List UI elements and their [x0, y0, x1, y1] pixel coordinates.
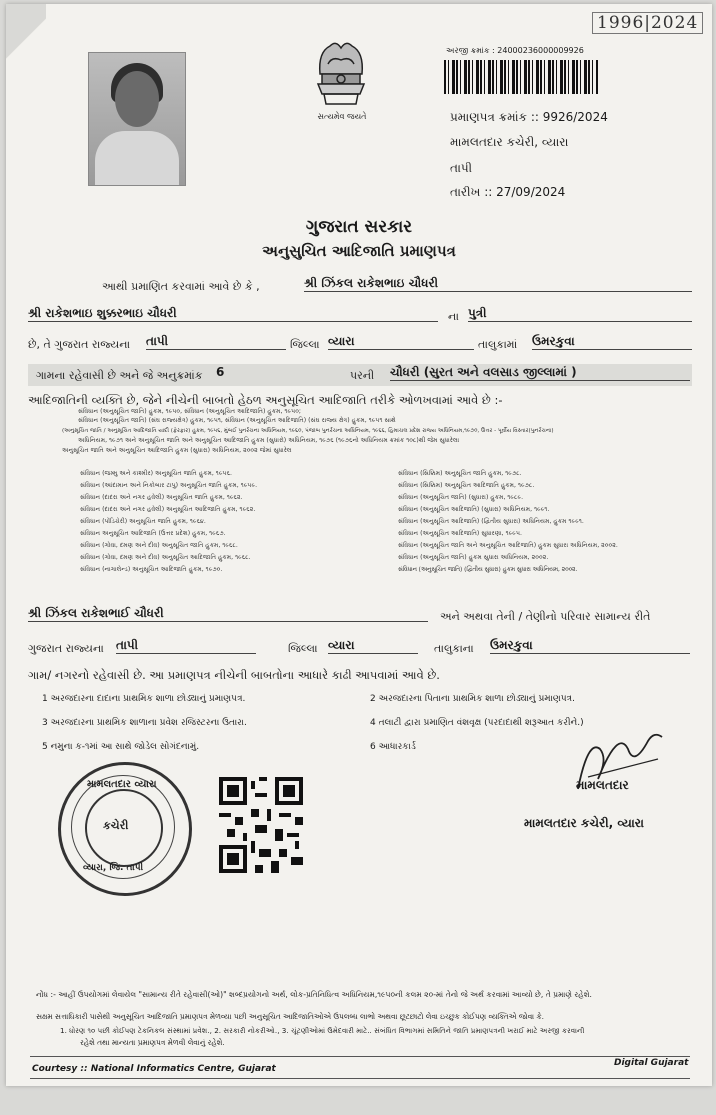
fine-right-6: સંવિધાન (અનુસૂચિત આદિજાતિ) સુધારણા, ૧૯૯૫. [398, 530, 522, 537]
taluka-value: ઉમરકુવા [532, 334, 692, 350]
digital-gujarat-footer: Digital Gujarat [614, 1058, 689, 1068]
seal-top-text: મામલતદાર વ્યારા [87, 779, 157, 790]
seal-bottom-text: વ્યારા, જિ. તાપી [83, 863, 144, 873]
fine-right-1: સંવિધાન (સિક્કિમ) અનુસૂચિત જાતિ હુકમ, ૧૯૭૮. [398, 470, 522, 477]
district-label-2: જિલ્લા [288, 642, 318, 655]
fine-left-9: સંવિધાન (નાગાલેન્ડ) અનુસૂચિત આદિજાતિ હુકમ, ૧૯૭૦. [80, 566, 223, 573]
fine-line-3: (અનુસૂચિત જાતિ / અનુસૂચિત આદિજાતિ યાદી (ફેરફાર) હુકમ, ૧૯૫૬, મુંબઈ પુનર્રચના અધિનિયમ, ૧૯૬૦, પંજાબ પુનર્રચના અધિનિયમ, ૧૯૬૬, હિમાચલ પ્રદેશ રાજ્ય અધિનિયમ,૧૯૭૦, ઉત્તર - પૂર્વીય વિસ્તાર(પુનર્રચના) [62, 428, 554, 434]
page-subtitle: અનુસુચિત આદિજાતિ પ્રમાણપત્ર [262, 242, 456, 260]
emblem-caption: સત્યમેવ જયતે [317, 112, 367, 121]
note-uses: 1. ધોરણ ૧૦ પછી કોઈપણ ટેકનિકલ સંસ્થામાં પ્રવેશ., 2. સરકારી નોકરીઓ., 3. ચૂંટણીઓમાં ઉમેદવારી માટે.. સંબંધિત વિભાગમાં સમિતિને જાતિ પ્રમાણપત્રની ખરાઈ માટે અરજી કરવાની [60, 1026, 585, 1035]
applicant-name: શ્રી ઝિંકલ રાકેશભાઇ ચૌધરી [304, 276, 692, 292]
official-signature [558, 719, 668, 809]
fine-left-1: સંવિધાન (જમ્મુ અને કાશ્મીર) અનુસૂચિત જાતિ હુકમ, ૧૯૫૬. [80, 470, 232, 477]
corner-number: 1996|2024 [592, 12, 703, 34]
doc-item-5: 5 નમુના ક-૧માં આ સાથે જોડેલ સોગંદનામું. [42, 742, 200, 752]
serial-number: 6 [216, 365, 225, 379]
fine-right-5: સંવિધાન (અનુસૂચિત આદિજાતિ) (દ્વિતીય સુધારા) અધિનિયમ, હુકમ ૧૯૯૧. [398, 518, 584, 525]
fine-line-2: સંવિધાન (અનુસૂચિત જાતિ) (સંઘ રાજ્યક્ષેત્ર) હુકમ, ૧૯૫૧, સંવિધાન (અનુસૂચિત આદિજાતિ) (સંઘ રાજ્ય ક્ષેત્ર) હુકમ, ૧૯૫૧ સાથે [78, 417, 396, 424]
applicant-name-repeat: શ્રી ઝિંકલ રાકેશભાઈ ચૌધરી [28, 606, 428, 622]
signatory-title: મામલતદાર [576, 778, 629, 792]
fine-right-2: સંવિધાન (સિક્કિમ) અનુસૂચિત આદિજાતિ હુકમ, ૧૯૭૮. [398, 482, 535, 489]
fine-left-3: સંવિધાન (દાદરા અને નગર હવેલી) અનુસૂચિત જાતિ હુકમ, ૧૯૬૨. [80, 494, 243, 501]
barcode [444, 60, 598, 94]
national-emblem [310, 34, 372, 124]
family-label: અને અથવા તેની / તેણીનો પરિવાર સામાન્ય રીતે [440, 610, 651, 623]
footer-divider-bottom [30, 1078, 690, 1079]
fine-left-5: સંવિધાન (પોંડિચેરી) અનુસૂચિત જાતિ હુકમ, ૧૯૬૪. [80, 518, 206, 525]
fine-left-2: સંવિધાન (આંદામાન અને નિકોબાર ટાપુ) અનુસૂચિત જાતિ હુકમ, ૧૯૫૯. [80, 482, 258, 489]
state-district: તાપી [146, 334, 286, 350]
taluka-value-2: ઉમરકુવા [490, 638, 690, 654]
office-seal [58, 762, 192, 896]
certificate-number: પ્રમાણપત્ર ક્રમાંક :: 9926/2024 [450, 110, 608, 124]
fine-right-3: સંવિધાન (અનુસૂચિત જાતિ) (સુધારા) હુકમ, ૧૯૮૯. [398, 494, 524, 501]
fine-left-8: સંવિધાન (ગોવા, દમણ અને દીવ) અનુસૂચિત આદિજાતિ હુકમ, ૧૯૬૮. [80, 554, 251, 561]
fine-left-6: સંવિધાન અનુસૂચિત આદિજાતિ (ઉત્તર પ્રદેશ) હુકમ, ૧૯૬૭. [80, 530, 226, 537]
fine-left-4: સંવિધાન (દાદરા અને નગર હવેલી) અનુસૂચિત આદિજાતિ હુકમ, ૧૯૬૨. [80, 506, 256, 513]
note-usual-resident: નોંધ :- આહીં ઉપયોગમાં લેવાયેલ "સામાન્ય રીતે રહેવાસી(ઓ)" શબ્દપ્રયોગનો અર્થ, લોક-પ્રતિનિધિત્વ અધિનિયમ,૧૯૫૦ની કલમ ૨૦-માં તેનો જે અર્થ કરવામાં આવ્યો છે, તે પ્રમાણે રહેશે. [36, 990, 592, 999]
fine-line-5: અનુસૂચિત જાતિ અને અનુસૂચિત આદિજાતિ હુકમ (સુધારા) અધિનિયમ, ૨૦૦૨ જેમાં સુધારેલ [62, 447, 292, 454]
tribe-name: ચૌધરી (સુરત અને વલસાડ જીલ્લામાં ) [390, 365, 690, 381]
fine-right-8: સંવિધાન (અનુસૂચિત જાતિ) હુકમ સુધારા અધિનિયમ, ૨૦૦૨. [398, 554, 549, 561]
seal-mid-text: કચેરી [103, 819, 129, 832]
courtesy-footer: Courtesy :: National Informatics Centre, Gujarat [32, 1064, 276, 1074]
taluka-place: વ્યારા [328, 334, 474, 350]
signatory-office: મામલતદાર કચેરી, વ્યારા [524, 816, 644, 830]
fine-right-4: સંવિધાન (અનુસૂચિત આદિજાતિ) (સુધારા) અધિનિયમ, ૧૯૯૧. [398, 506, 550, 513]
fine-left-7: સંવિધાન (ગોવા, દમણ અને દીવ) અનુસૂચિત જાતિ હુકમ, ૧૯૬૮. [80, 542, 238, 549]
doc-item-1: 1 અરજદારના દાદાના પ્રાથમિક શાળા છોડ્યાનું પ્રમાણપત્ર. [42, 694, 246, 704]
footer-divider [30, 1056, 690, 1057]
state-label-2: ગુજરાત રાજ્યના [28, 642, 104, 655]
district-label: જિલ્લા [290, 338, 320, 351]
note-competent-authority: સક્ષમ સત્તાધિકારી પાસેથી અનુસૂચિત આદિજાતિ પ્રમાણપત્ર મેળવ્યા પછી અનુસૂચિત આદિજાતિઓએ ઉપલબ્ધ લાભો અથવા છૂટછાટો લેવા ઇચ્છુક કોઈપણ વ્યક્તિએ જોવા કે. [36, 1012, 544, 1021]
village-line: ગામ/ નગરનો રહેવાસી છે. આ પ્રમાણપત્ર નીચેની બાબતોના આધારે કાઢી આપવામાં આવે છે. [28, 668, 440, 682]
certificate-sheet [6, 4, 712, 1086]
state-label: છે, તે ગુજરાત રાજ્યના [28, 338, 131, 351]
doc-item-4: 4 તલાટી દ્વારા પ્રમાણિત વંશવૃક્ષ (પરદાદાથી શરૂઆત કરીને.) [370, 718, 584, 728]
doc-item-6: 6 આધારકાર્ડ [370, 742, 416, 752]
taluka-label-2: તાલુકાના [434, 642, 474, 655]
folded-corner [6, 4, 46, 84]
issuing-district: તાપી [450, 161, 473, 175]
application-number: અરજી ક્રમાંક : 24000236000009926 [446, 46, 584, 55]
state-district-2: તાપી [116, 638, 256, 654]
qr-code [219, 777, 303, 873]
applicant-photo [88, 52, 186, 186]
relation-label: ના [448, 310, 459, 323]
fine-line-1: સંવિધાન (અનુસૂચિત જાતિ) હુકમ, ૧૯૫૦, સંવિધાન (અનુસૂચિત આદિજાતિ) હુકમ, ૧૯૫૦; [78, 408, 302, 415]
issue-date: તારીખ :: 27/09/2024 [450, 185, 566, 199]
relation-value: પુત્રી [468, 306, 692, 322]
tribe-line: આદિજાતિની વ્યક્તિ છે, જેને નીચેની બાબતો હેઠળ અનુસૂચિત આદિજાતિ તરીકે ઓળખવામાં આવે છે :- [28, 393, 503, 407]
fine-right-9: સંવિધાન (અનુસૂચિત જાતિ) (દ્વિતીય સુધારા) હુકમ સુધારા અધિનિયમ, ૨૦૦૨. [398, 567, 578, 573]
para-label: પરની [350, 369, 375, 382]
issuing-office: મામલતદાર કચેરી, વ્યારા [450, 135, 569, 149]
taluka-place-2: વ્યારા [328, 638, 418, 654]
fine-right-7: સંવિધાન (અનુસૂચિત જાતિ અને અનુસૂચિત આદિજાતિ) હુકમ સુધારા અધિનિયમ, ૨૦૦૨. [398, 542, 618, 549]
note-validity: રહેશે તથા માન્યતા પ્રમાણપત્ર મેળવી લેવાનું રહેશે. [80, 1038, 225, 1047]
father-name: શ્રી રાકેશભાઇ શુક્કરભાઇ ચૌધરી [28, 306, 438, 322]
page-title: ગુજરાત સરકાર [305, 217, 413, 237]
fine-line-4: અધિનિયમ, ૧૯૭૧ અને અનુસૂચિત જાતિ અને અનુસૂચિત આદિજાતિ હુકમ (સુધારો) અધિનિયમ, ૧૯૭૬ (૧૯૭૬નો અધિનિયમ ક્રમાંક ૧૦૮)થી જેમ સુધારેલા [78, 437, 460, 444]
doc-item-3: 3 અરજદારના પ્રાથમિક શાળાના પ્રવેશ રજિસ્ટરના ઉતારા. [42, 718, 247, 728]
certify-label: આથી પ્રમાણિત કરવામાં આવે છે કે , [102, 280, 260, 293]
doc-item-2: 2 અરજદારના પિતાના પ્રાથમિક શાળા છોડ્યાનું પ્રમાણપત્ર. [370, 694, 575, 704]
village-label: ગામના રહેવાસી છે અને જે અનુક્રમાંક [36, 369, 203, 382]
taluka-label: તાલુકામાં [478, 338, 518, 351]
